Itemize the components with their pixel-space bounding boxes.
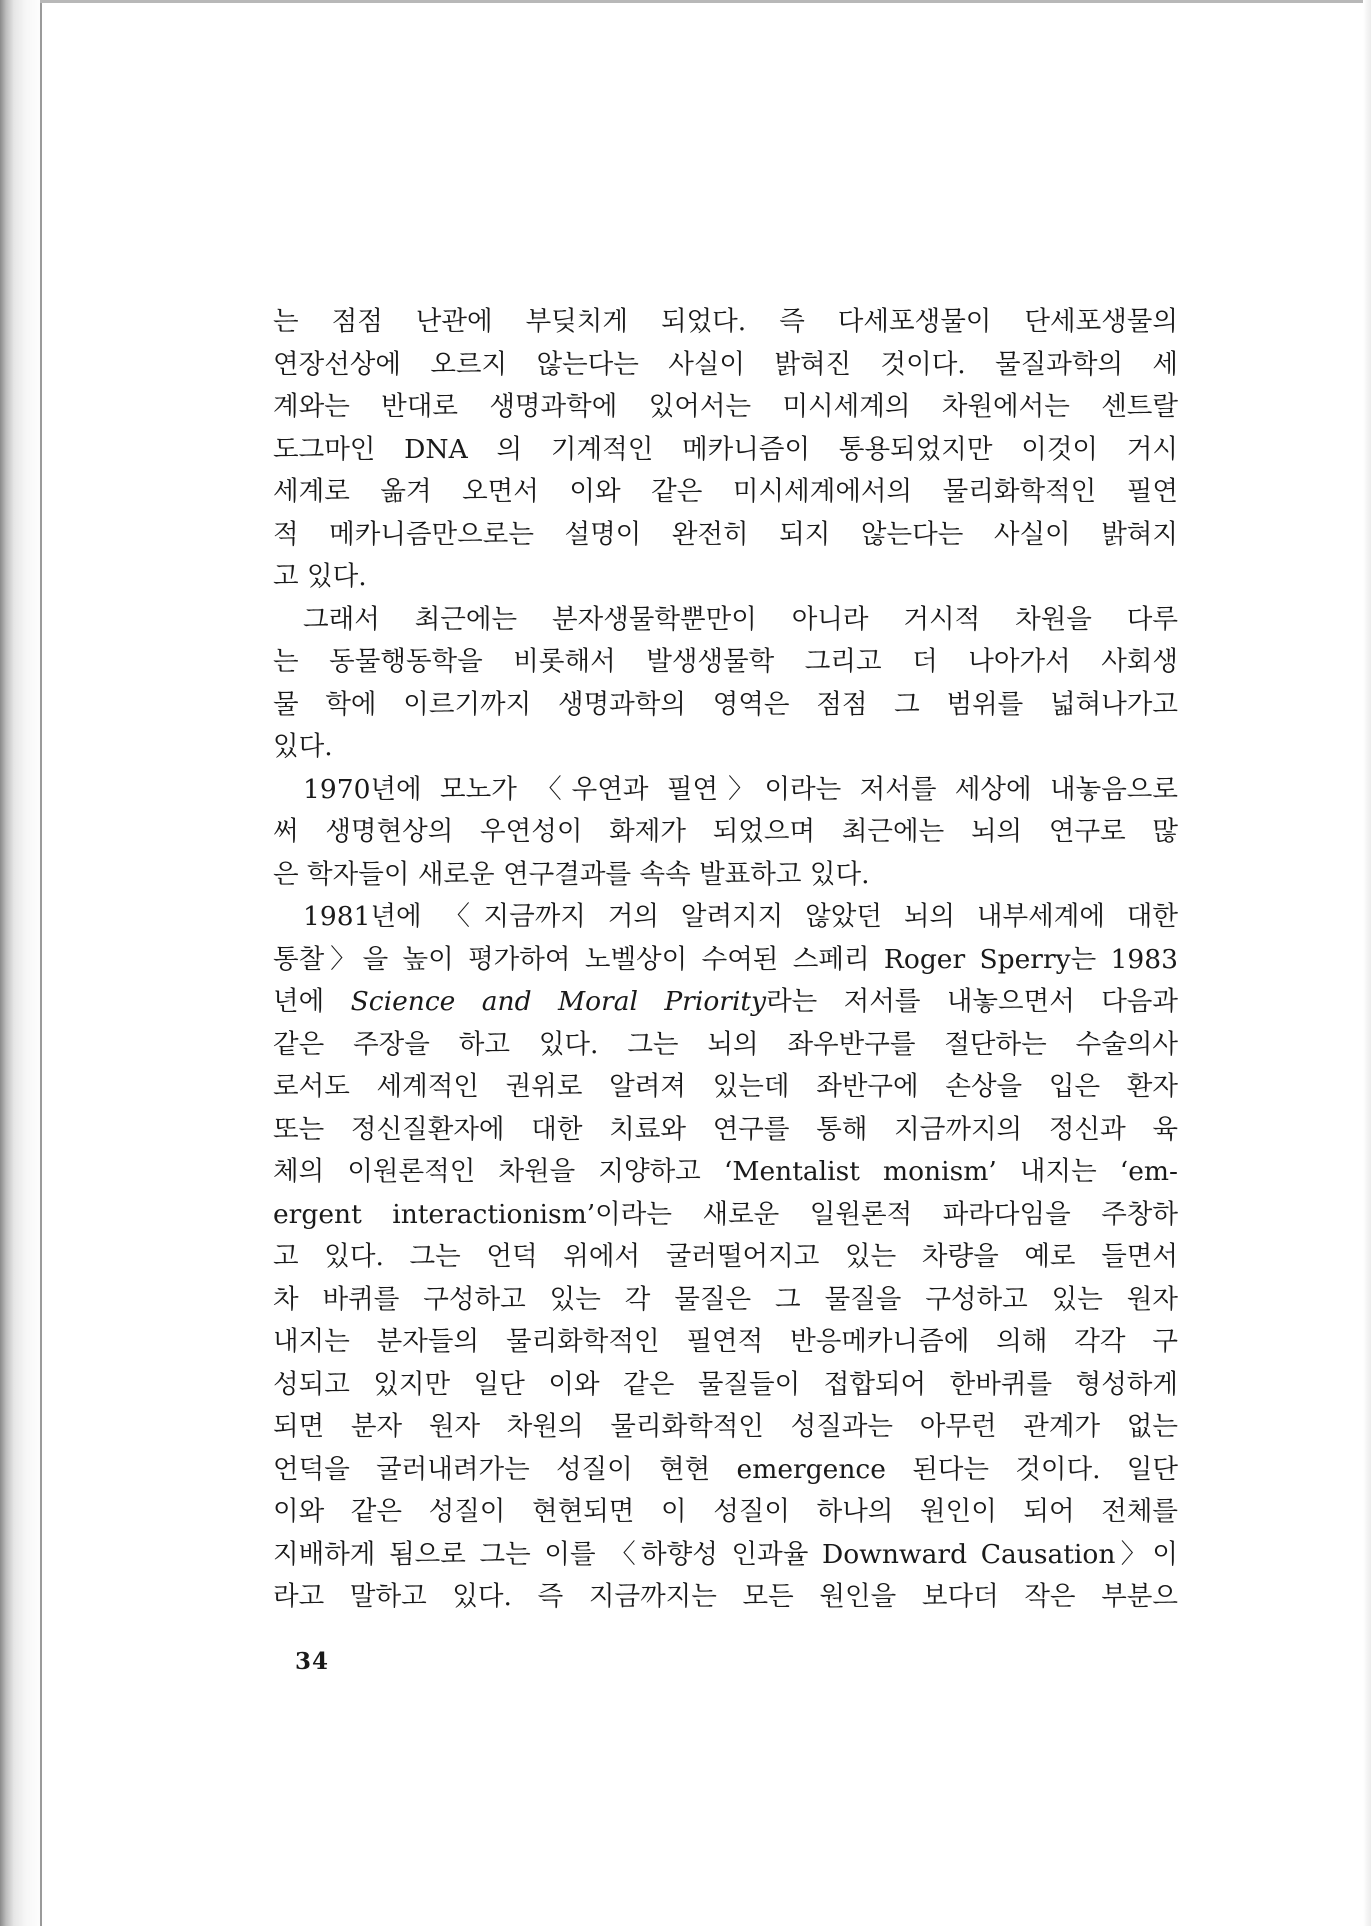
text-line: 년에 Science and Moral Priority라는 저서를 내놓으면서 다음과	[273, 986, 1178, 1017]
body-text	[273, 301, 1178, 1619]
text-line: 고 있다. 그는 언덕 위에서 굴러떨어지고 있는 차량을 예로 들면서	[273, 1241, 1178, 1272]
text-line: 있다.	[273, 731, 333, 762]
text-line: 언덕을 굴러내려가는 성질이 현현 emergence 된다는 것이다. 일단	[273, 1453, 1178, 1485]
page-top-edge	[40, 0, 1371, 3]
text-line: 1970년에 모노가 〈우연과 필연〉이라는 저서를 세상에 내놓음으로	[303, 773, 1178, 805]
text-line: 그래서 최근에는 분자생물학뿐만이 아니라 거시적 차원을 다루	[303, 603, 1178, 635]
book-title-italic: Science and Moral Priority	[350, 986, 767, 1017]
text-line: 성되고 있지만 일단 이와 같은 물질들이 접합되어 한바퀴를 형성하게	[273, 1368, 1178, 1400]
text-line: 는 점점 난관에 부딪치게 되었다. 즉 다세포생물이 단세포생물의	[273, 306, 1178, 337]
text-line: 되면 분자 원자 차원의 물리화학적인 성질과는 아무런 관계가 없는	[273, 1411, 1178, 1442]
page-binding-edge	[0, 0, 46, 1926]
text-line: 통찰〉을 높이 평가하여 노벨상이 수여된 스페리 Roger Sperry는 1983	[273, 943, 1178, 975]
text-line: 계와는 반대로 생명과학에 있어서는 미시세계의 차원에서는 센트랄	[273, 391, 1178, 422]
text-line: ergent interactionism’이라는 새로운 일원론적 파라다임을 주창하	[273, 1198, 1178, 1230]
text-line: 고 있다.	[273, 561, 367, 592]
text-line: 써 생명현상의 우연성이 화제가 되었으며 최근에는 뇌의 연구로 많	[273, 816, 1178, 847]
text-line: 는 동물행동학을 비롯해서 발생생물학 그리고 더 나아가서 사회생	[273, 646, 1178, 677]
text-line: 또는 정신질환자에 대한 치료와 연구를 통해 지금까지의 정신과 육	[273, 1113, 1178, 1145]
text-line: 같은 주장을 하고 있다. 그는 뇌의 좌우반구를 절단하는 수술의사	[273, 1028, 1178, 1060]
text-line: 1981년에 〈지금까지 거의 알려지지 않았던 뇌의 내부세계에 대한	[303, 901, 1178, 932]
text-line: 도그마인 DNA 의 기계적인 메카니즘이 통용되었지만 이것이 거시	[273, 433, 1178, 465]
text-line: 은 학자들이 새로운 연구결과를 속속 발표하고 있다.	[273, 858, 870, 890]
text-line: 연장선상에 오르지 않는다는 사실이 밝혀진 것이다. 물질과학의 세	[273, 348, 1178, 380]
text-line: 차 바퀴를 구성하고 있는 각 물질은 그 물질을 구성하고 있는 원자	[273, 1283, 1178, 1315]
text-line: 내지는 분자들의 물리화학적인 필연적 반응메카니즘에 의해 각각 구	[273, 1326, 1178, 1357]
text-line: 세계로 옮겨 오면서 이와 같은 미시세계에서의 물리화학적인 필연	[273, 476, 1178, 507]
text-line: 라고 말하고 있다. 즉 지금까지는 모든 원인을 보다더 작은 부분으	[273, 1581, 1178, 1612]
text-line: 물 학에 이르기까지 생명과학의 영역은 점점 그 범위를 넓혀나가고	[273, 688, 1178, 720]
text-line: 지배하게 됨으로 그는 이를 〈하향성 인과율 Downward Causation〉이	[273, 1538, 1178, 1570]
text-line: 이와 같은 성질이 현현되면 이 성질이 하나의 원인이 되어 전체를	[273, 1496, 1178, 1527]
page-number: 34	[295, 1648, 330, 1675]
page-right-edge	[1363, 0, 1371, 1926]
text-line: 적 메카니즘만으로는 설명이 완전히 되지 않는다는 사실이 밝혀지	[273, 518, 1178, 550]
text-line: 로서도 세계적인 권위로 알려져 있는데 좌반구에 손상을 입은 환자	[273, 1071, 1178, 1102]
text-line: 체의 이원론적인 차원을 지양하고 ‘Mentalist monism’ 내지는 ‘em-	[273, 1156, 1178, 1187]
